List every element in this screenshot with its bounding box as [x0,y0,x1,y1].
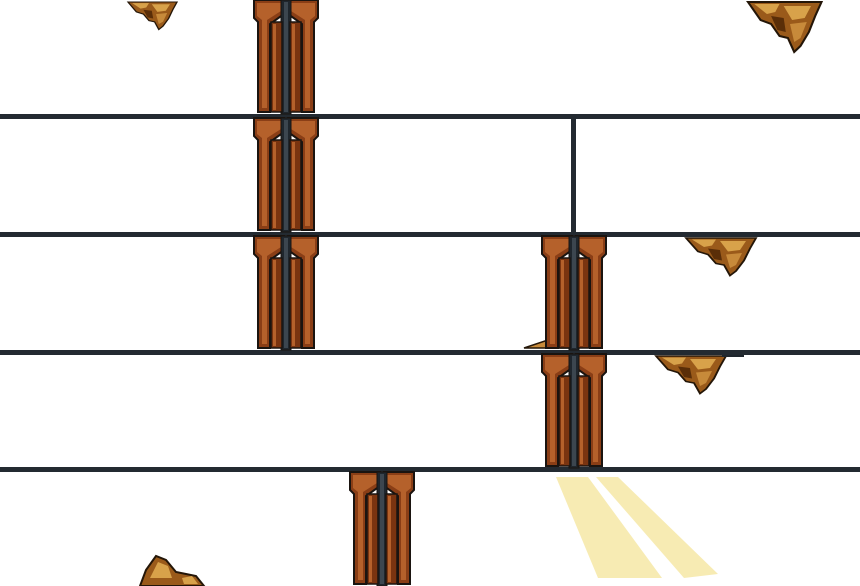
wooden-pillar [350,472,414,586]
wooden-pillar [542,354,606,468]
rock-cluster [128,2,177,30]
rock-cluster [656,356,726,394]
floor-line [0,350,860,355]
rock-cluster [748,2,822,52]
wooden-pillar [254,0,318,114]
wooden-pillar [254,118,318,232]
pillars [254,0,606,586]
wooden-pillar [254,236,318,350]
wall-divider [571,116,576,234]
rock-cluster [686,238,756,276]
light-beams [556,477,718,578]
ledge-marker [722,355,744,357]
floor-line [0,114,860,119]
wooden-pillar [542,236,606,350]
floors [0,114,860,472]
floor-line [0,232,860,237]
rocks [128,2,822,586]
floor-line [0,467,860,472]
